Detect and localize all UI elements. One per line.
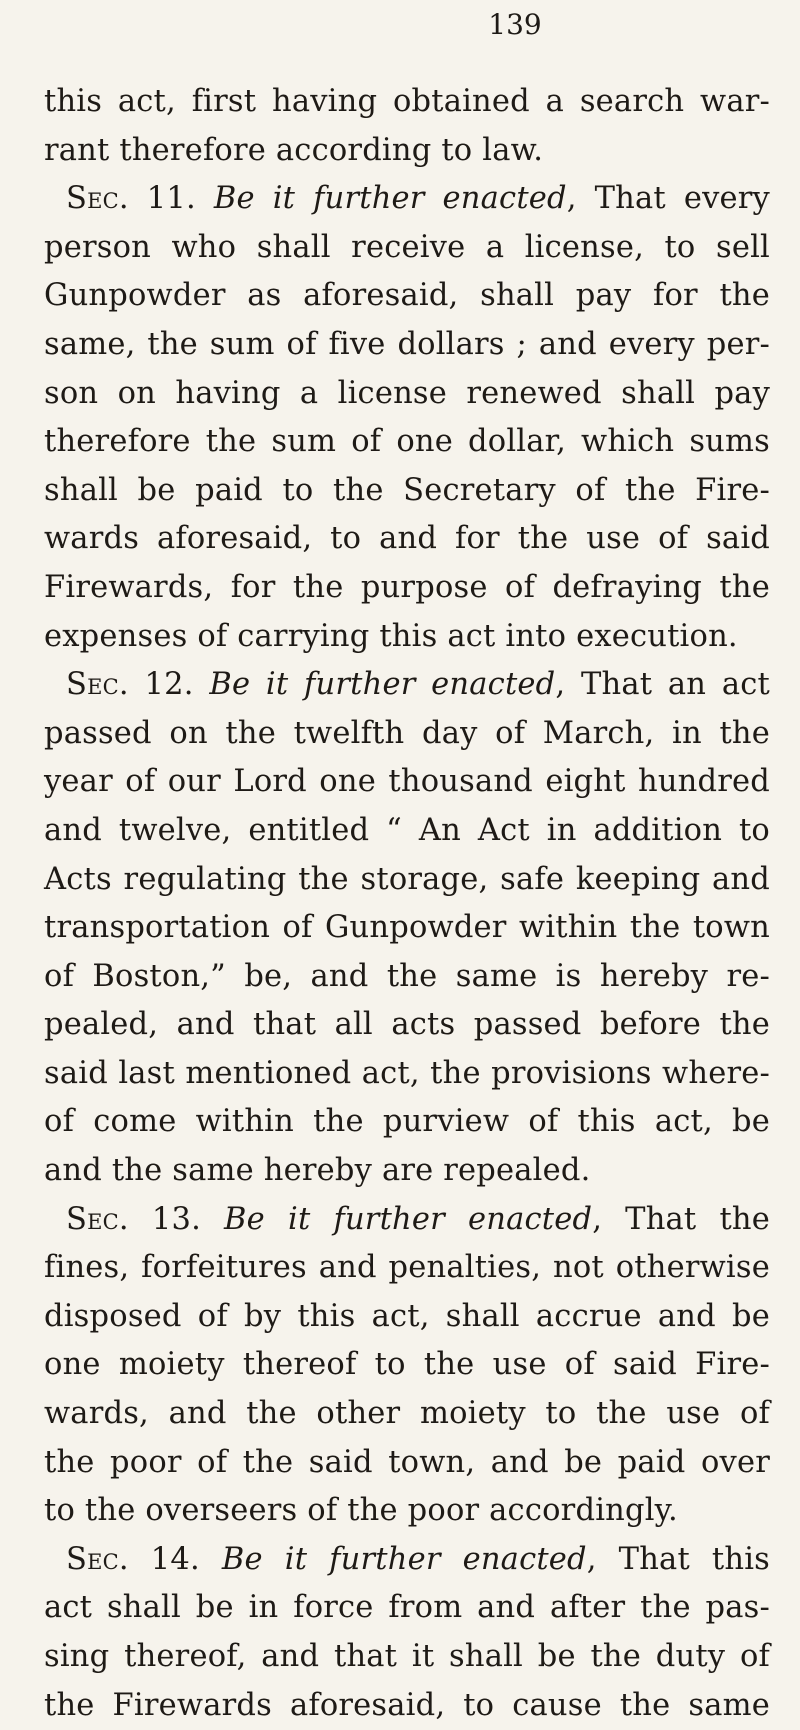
text-line (44, 613, 770, 662)
text-line (44, 467, 770, 516)
text-segment: expenses of carrying this act into execution. (44, 618, 738, 654)
text-segment: passed on the twelfth day of March, in the (44, 715, 770, 751)
text-line (44, 1439, 770, 1488)
text-line (44, 127, 770, 176)
text-segment: , That this (586, 1541, 770, 1577)
text-segment: rant therefore according to law. (44, 132, 544, 168)
text-segment: shall be paid to the Secretary of the Fire- (44, 472, 770, 508)
text-segment: and twelve, entitled “ An Act in addition to (44, 812, 770, 848)
text-segment: act shall be in force from and after the pas- (44, 1590, 770, 1626)
text-line (44, 1147, 770, 1196)
text-segment: son on having a license renewed shall pay (44, 375, 770, 411)
text-line (44, 1244, 770, 1293)
text-segment: , That every (566, 181, 770, 217)
text-line (44, 321, 770, 370)
text-segment: one moiety thereof to the use of said Fire- (44, 1347, 770, 1383)
text-line (44, 661, 770, 710)
section-label: Sec. 12. (66, 667, 210, 703)
text-line (44, 1390, 770, 1439)
text-line (44, 953, 770, 1002)
text-line (44, 758, 770, 807)
text-line (44, 1341, 770, 1390)
text-line (44, 807, 770, 856)
text-line (44, 1536, 770, 1585)
text-segment: fines, forfeitures and penalties, not otherwise (44, 1250, 770, 1286)
text-segment: sing thereof, and that it shall be the duty of (44, 1639, 770, 1674)
body-text (44, 78, 770, 1730)
text-line (44, 564, 770, 613)
text-segment: the poor of the said town, and be paid over (44, 1444, 770, 1480)
text-segment: of Boston,” be, and the same is hereby re- (44, 958, 770, 994)
text-line (44, 1584, 770, 1633)
text-segment: person who shall receive a license, to sell (44, 229, 770, 265)
text-line (44, 1633, 770, 1682)
text-segment: disposed of by this act, shall accrue and be (44, 1298, 770, 1334)
text-line (44, 1487, 770, 1536)
enacting-clause: Be it further enacted (209, 667, 556, 703)
text-line (44, 1293, 770, 1342)
enacting-clause: Be it further enacted (221, 1541, 587, 1577)
text-segment: the Firewards aforesaid, to cause the same (44, 1687, 770, 1723)
text-segment: Acts regulating the storage, safe keeping and (44, 861, 770, 897)
text-line (44, 1001, 770, 1050)
text-segment: wards, and the other moiety to the use of (44, 1396, 770, 1432)
text-segment: of come within the purview of this act, be (44, 1104, 770, 1140)
text-line (44, 856, 770, 905)
text-segment: year of our Lord one thousand eight hundred (44, 764, 770, 800)
text-segment: said last mentioned act, the provisions where- (44, 1055, 770, 1091)
text-line (44, 175, 770, 224)
text-line (44, 1196, 770, 1245)
section-label: Sec. 13. (66, 1201, 225, 1237)
text-line (44, 515, 770, 564)
text-line (44, 904, 770, 953)
text-segment: wards aforesaid, to and for the use of said (44, 521, 770, 557)
enacting-clause: Be it further enacted (213, 181, 567, 217)
text-segment: Firewards, for the purpose of defraying the (44, 569, 770, 605)
enacting-clause: Be it further enacted (224, 1201, 593, 1237)
text-segment: this act, first having obtained a search war- (44, 84, 770, 119)
text-segment: pealed, and that all acts passed before the (44, 1007, 770, 1043)
text-segment: therefore the sum of one dollar, which sums (44, 424, 770, 460)
text-segment: Gunpowder as aforesaid, shall pay for the (44, 278, 770, 314)
page-number: 139 (488, 8, 542, 41)
text-line (44, 370, 770, 419)
text-segment: , That the (592, 1201, 771, 1237)
text-segment: transportation of Gunpowder within the town (44, 910, 770, 946)
text-line (44, 1050, 770, 1099)
text-line (44, 710, 770, 759)
text-segment: , That an act (555, 667, 770, 703)
section-label: Sec. 14. (66, 1541, 222, 1577)
text-line (44, 224, 770, 273)
section-label: Sec. 11. (66, 181, 214, 217)
text-line (44, 1098, 770, 1147)
text-line (44, 1682, 770, 1730)
text-segment: to the overseers of the poor accordingly. (44, 1493, 678, 1529)
text-segment: and the same hereby are repealed. (44, 1153, 591, 1189)
text-line (44, 272, 770, 321)
text-line (44, 78, 770, 127)
text-segment: same, the sum of five dollars ; and every per- (44, 326, 770, 362)
text-line (44, 418, 770, 467)
